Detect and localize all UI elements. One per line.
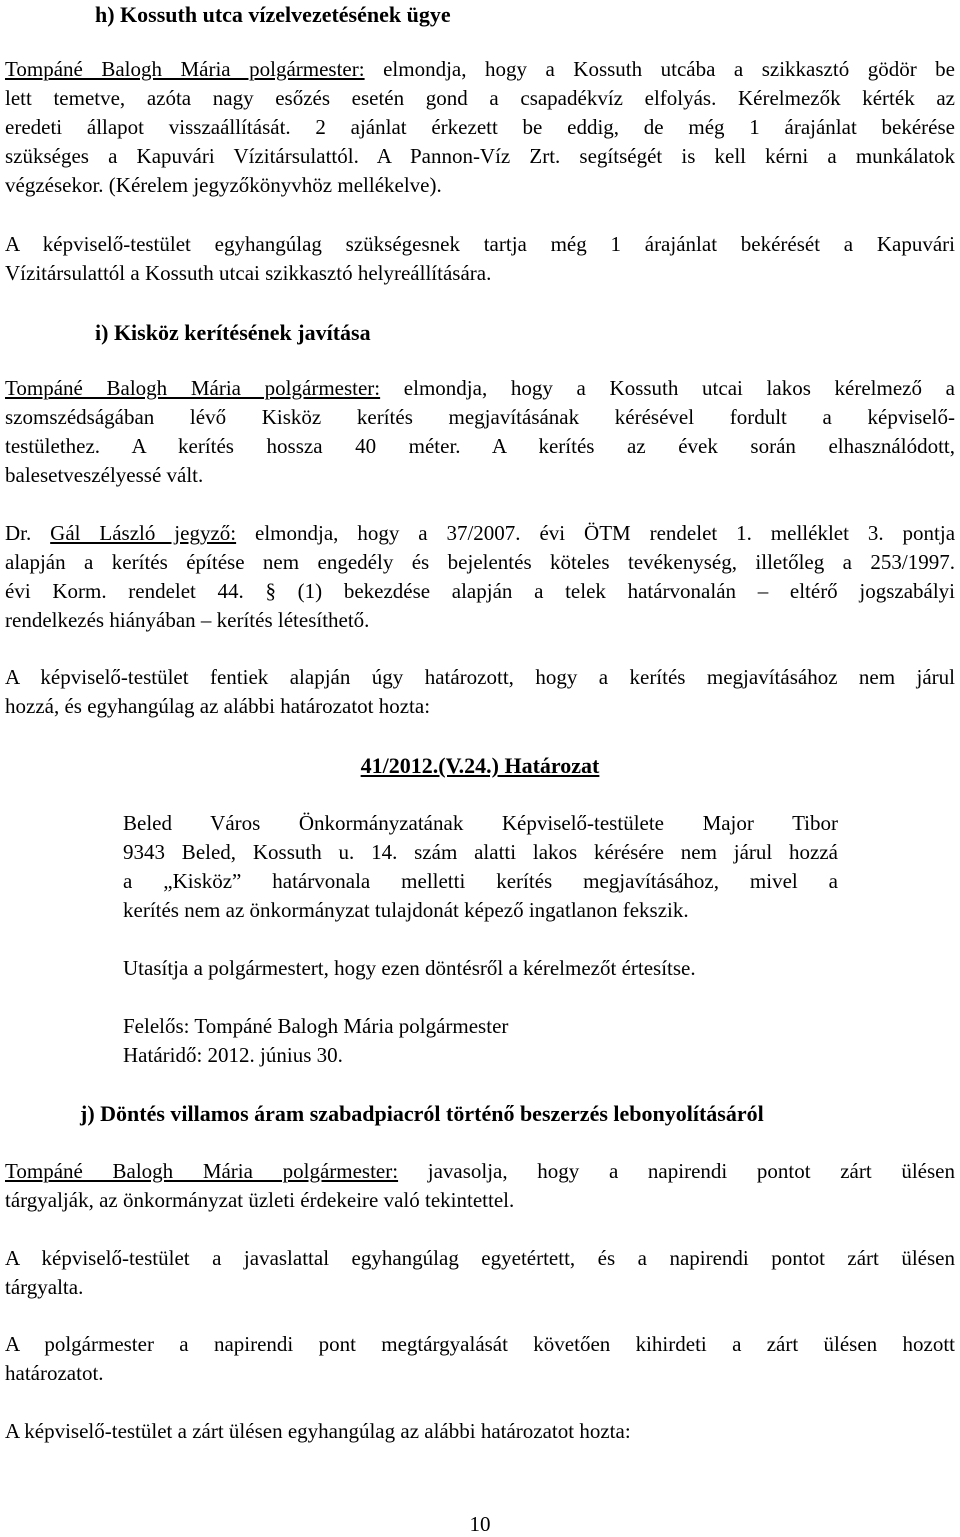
section-j-paragraph-3: A polgármester a napirendi pont megtárgyalását követően kihirdeti a zárt ülésen hozott határozatot. <box>5 1332 955 1385</box>
section-h-heading: h) Kossuth utca vízelvezetésének ügye <box>95 2 451 27</box>
section-j-heading: j) Döntés villamos áram szabadpiacról történő beszerzés lebonyolításáról <box>80 1101 764 1126</box>
notary-paragraph: Dr. Gál László jegyző: elmondja, hogy a 37/2007. évi ÖTM rendelet 1. melléklet 3. pontja alapján a kerítés építése nem engedély és bejelentés köteles tevékenység, illetőleg a 253/1997. évi Korm. rendelet 44. § (1) bekezdése alapján a telek határvonalán – eltérő jogszabályi rendelkezés hiányában – kerítés létesíthető. <box>5 521 956 632</box>
speaker-name: Tompáné Balogh Mária polgármester: <box>5 1159 399 1183</box>
section-j-paragraph-2: A képviselő-testület a javaslattal egyhangúlag egyetértett, és a napirendi pontot zárt ülésen tárgyalta. <box>5 1246 955 1299</box>
resolution-instruction: Utasítja a polgármestert, hogy ezen döntésről a kérelmezőt értesítse. <box>123 956 696 980</box>
section-h-decision: A képviselő-testület egyhangúlag szükségesnek tartja még 1 árajánlat bekérését a Kapuvári Vízitársulattól a Kossuth utcai szikkasztó helyreállítására. <box>5 232 955 285</box>
section-i-heading: i) Kisköz kerítésének javítása <box>95 320 371 345</box>
speaker-name: Tompáné Balogh Mária polgármester: <box>5 57 365 81</box>
section-j-paragraph-4: A képviselő-testület a zárt ülésen egyhangúlag az alábbi határozatot hozta: <box>5 1419 631 1443</box>
speaker-name: Tompáné Balogh Mária polgármester: <box>5 376 381 400</box>
section-j-paragraph: Tompáné Balogh Mária polgármester: javasolja, hogy a napirendi pontot zárt ülésen tárgyalják, az önkormányzat üzleti érdekeire való tekintettel. <box>5 1159 955 1212</box>
resolution-responsible: Felelős: Tompáné Balogh Mária polgármester Határidő: 2012. június 30. <box>123 1014 509 1067</box>
page-number: 10 <box>469 1512 491 1536</box>
resolution-text: Beled Város Önkormányzatának Képviselő-testülete Major Tibor 9343 Beled, Kossuth u. 14. szám alatti lakos kérésére nem járul hozzá a „Kisköz” határvonala melletti kerítés megjavításához, mivel a kerítés nem az önkormányzat tulajdonát képező ingatlanon fekszik. <box>123 811 838 922</box>
section-i-paragraph: Tompáné Balogh Mária polgármester: elmondja, hogy a Kossuth utcai lakos kérelmező a szomszédságában lévő Kisköz kerítés megjavításának kérésével fordult a képviselő- testülethez. A kerítés hossza 40 méter. A kerítés az évek során elhasználódott, balesetveszélyessé vált. <box>5 376 955 487</box>
notary-name: Gál László jegyző: <box>50 521 237 545</box>
section-i-decision: A képviselő-testület fentiek alapján úgy határozott, hogy a kerítés megjavításához nem járul hozzá, és egyhangúlag az alábbi határozatot hozta: <box>5 665 955 718</box>
resolution-title: 41/2012.(V.24.) Határozat <box>360 753 600 778</box>
section-h-paragraph: Tompáné Balogh Mária polgármester: elmondja, hogy a Kossuth utcába a szikkasztó gödör be lett temetve, azóta nagy esőzés esetén gond a csapadékvíz elfolyás. Kérelmezők kérték az eredeti állapot visszaállítását. 2 ajánlat érkezett be eddig, de még 1 árajánlat bekérése szükséges a Kapuvári Vízitársulattól. A Pannon-Víz Zrt. segítségét is kell kérni a munkálatok végzésekor. (Kérelem jegyzőkönyvhöz mellékelve). <box>5 57 956 197</box>
